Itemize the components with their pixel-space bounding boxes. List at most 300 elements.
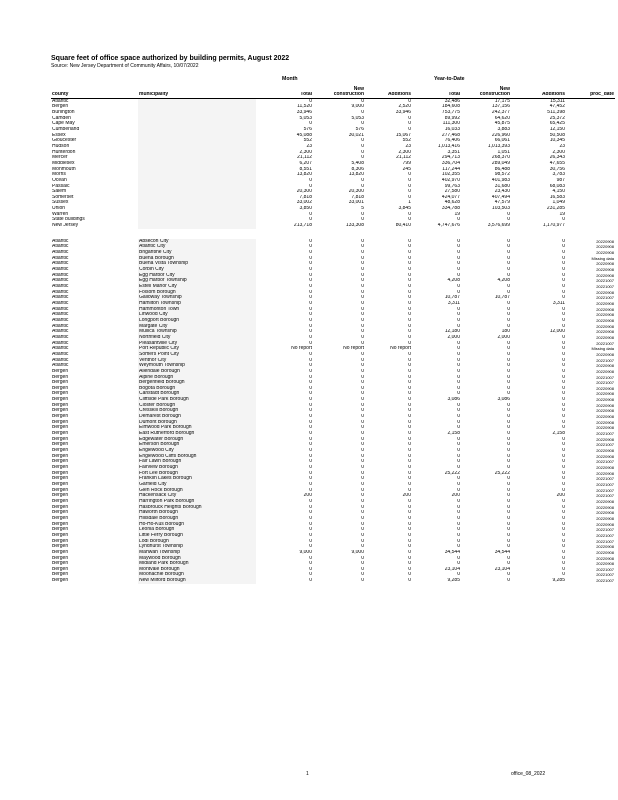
cell-month-additions: 0 [408, 544, 411, 550]
cell-month-additions: 0 [408, 244, 411, 250]
cell-municipality: Fair Lawn Borough [138, 459, 256, 465]
cell-ytd-new: 0 [507, 391, 510, 397]
cell-proc-date: 20220908 [596, 267, 614, 273]
cell-month-new: 0 [361, 255, 364, 261]
cell-county: Bergen [52, 532, 69, 538]
cell-municipality: Alpine Borough [138, 375, 256, 381]
cell-ytd-new: 0 [507, 351, 510, 357]
cell-proc-date: 20220908 [596, 244, 614, 250]
cell-municipality: Mullica Township [138, 329, 256, 335]
cell-month-additions: 0 [408, 510, 411, 516]
cell-month-total: 0 [309, 250, 312, 256]
cell-municipality: Montvale Borough [138, 567, 256, 573]
cell-month-additions: 0 [408, 448, 411, 454]
cell-ytd-new: 0 [507, 431, 510, 437]
cell-month-total: 0 [309, 177, 312, 183]
cell-county: Bergen [52, 453, 69, 459]
cell-month-new: 0 [361, 317, 364, 323]
header-county: county [51, 92, 138, 98]
cell-municipality: Englewood City [138, 448, 256, 454]
cell-ytd-total: 4,747,676 [437, 223, 460, 229]
cell-county: Bergen [52, 442, 69, 448]
cell-month-total: 0 [309, 312, 312, 318]
cell-ytd-total: 32,486 [444, 98, 460, 104]
cell-month-total: 0 [309, 527, 312, 533]
cell-ytd-new: 268,370 [491, 155, 510, 161]
cell-month-total: 0 [309, 255, 312, 261]
cell-month-total: 0 [309, 504, 312, 510]
cell-county: Sussex [52, 200, 69, 206]
cell-ytd-total: 27,580 [444, 189, 460, 195]
cell-county: Cumberland [52, 126, 80, 132]
cell-ytd-total: 2,158 [447, 431, 460, 437]
cell-month-total: 2,300 [299, 149, 312, 155]
cell-month-new: 576 [355, 126, 364, 132]
cell-county: Bergen [52, 391, 69, 397]
cell-ytd-total: 3,086 [447, 397, 460, 403]
cell-county: Atlantic [52, 267, 69, 273]
cell-proc-date: 20220908 [596, 419, 614, 425]
cell-ytd-additions: 0 [562, 357, 565, 363]
cell-municipality: Bogota Borough [138, 386, 256, 392]
cell-ytd-total: 117,244 [442, 166, 460, 172]
cell-municipality: Dumont Borough [138, 420, 256, 426]
cell-ytd-new: 0 [507, 476, 510, 482]
report-title: Square feet of office space authorized by building permits, August 2022 [51, 55, 290, 62]
cell-ytd-additions: 0 [562, 498, 565, 504]
cell-month-total: 13,820 [296, 172, 312, 178]
cell-month-additions: 80,410 [395, 223, 411, 229]
cell-county: Monmouth [52, 166, 76, 172]
cell-county: New Jersey [52, 223, 79, 229]
cell-month-new: 0 [361, 419, 364, 425]
cell-ytd-new: 226,960 [491, 132, 510, 138]
cell-month-new: 0 [361, 515, 364, 521]
cell-proc-date: 20220908 [596, 300, 614, 306]
cell-proc-date: 20220908 [596, 498, 614, 504]
cell-month-additions: 0 [408, 425, 411, 431]
cell-ytd-total: 19 [454, 211, 460, 217]
cell-county: Atlantic [52, 278, 69, 284]
cell-ytd-additions: 19 [559, 211, 565, 217]
cell-month-total: 0 [309, 402, 312, 408]
cell-ytd-total: 336,704 [441, 160, 460, 166]
cell-proc-date: 20220908 [596, 515, 614, 521]
cell-county: Atlantic [52, 255, 69, 261]
cell-county: Bergen [52, 527, 69, 533]
cell-month-total: 0 [309, 448, 312, 454]
cell-ytd-new: 242,377 [491, 109, 510, 115]
cell-month-total: 0 [309, 465, 312, 470]
cell-ytd-total: 0 [457, 374, 460, 380]
cell-month-additions: 0 [408, 334, 411, 340]
cell-month-additions: 0 [408, 261, 411, 267]
cell-month-new: 0 [361, 98, 364, 104]
cell-ytd-total: 102,355 [441, 172, 460, 178]
cell-proc-date: 20220908 [596, 555, 614, 561]
cell-municipality: Midland Park Borough [138, 561, 256, 567]
cell-ytd-new: 86,488 [494, 166, 510, 172]
cell-month-new: 0 [361, 504, 364, 510]
cell-county: Bergen [52, 493, 69, 499]
cell-month-additions: 0 [408, 481, 411, 487]
cell-month-additions: 0 [408, 272, 411, 278]
cell-month-new: 0 [361, 453, 364, 459]
cell-ytd-additions: 0 [562, 414, 565, 420]
cell-month-additions: 0 [408, 284, 411, 289]
cell-month-additions: 2,300 [398, 149, 411, 155]
cell-ytd-new: 0 [507, 414, 510, 420]
group-ytd-label: Year-to-Date [434, 76, 465, 82]
cell-ytd-additions: 0 [562, 244, 565, 250]
cell-month-total: 0 [309, 272, 312, 278]
cell-proc-date: 20221007 [596, 538, 614, 544]
cell-municipality: Edgewater Borough [138, 437, 256, 443]
cell-month-additions: 0 [408, 357, 411, 363]
cell-municipality: Lodi Borough [138, 539, 256, 545]
cell-month-total: 0 [309, 329, 312, 335]
cell-month-additions: 0 [408, 250, 411, 256]
cell-month-total: 11,520 [297, 104, 312, 110]
cell-ytd-additions: 1,170,977 [542, 223, 565, 229]
cell-ytd-new: 17,175 [494, 98, 510, 104]
cell-ytd-new: 0 [507, 555, 510, 561]
cell-ytd-total: 89,992 [444, 115, 460, 121]
cell-county: Bergen [52, 504, 69, 510]
header-month-total: Total [256, 92, 313, 98]
cell-month-new: 0 [361, 351, 364, 357]
cell-month-additions: 552 [402, 138, 411, 144]
cell-month-new: 0 [361, 498, 364, 504]
report-source: Source: New Jersey Department of Community Affairs, 10/07/2022 [51, 63, 199, 69]
cell-ytd-total: 0 [457, 572, 460, 578]
cell-ytd-new: 3,883 [497, 126, 510, 132]
cell-month-total: 0 [309, 284, 312, 289]
cell-month-additions: 0 [408, 566, 411, 572]
header-month-additions: Additions [365, 92, 412, 98]
cell-month-additions: 0 [408, 306, 411, 312]
cell-ytd-new: 0 [507, 244, 510, 250]
cell-month-additions: 0 [408, 397, 411, 403]
cell-ytd-new: 0 [507, 402, 510, 408]
cell-county: Atlantic [52, 346, 69, 352]
cell-month-additions: 0 [408, 521, 411, 527]
cell-ytd-additions: 0 [562, 572, 565, 578]
cell-county: Atlantic [52, 295, 69, 301]
cell-municipality: Carlstadt Borough [138, 391, 256, 397]
cell-month-total: 20,300 [296, 189, 312, 195]
cell-ytd-new: 25,222 [494, 470, 510, 476]
cell-month-total: 0 [309, 289, 312, 295]
cell-municipality: Buena Borough [138, 256, 256, 262]
cell-month-new: 0 [361, 476, 364, 482]
cell-proc-date: 20221007 [596, 374, 614, 380]
cell-ytd-additions: 0 [562, 549, 565, 555]
cell-ytd-total: 99,763 [444, 183, 460, 189]
cell-county: Cape May [52, 121, 75, 127]
cell-municipality: Estell Manor City [138, 284, 256, 290]
cell-ytd-new: 0 [507, 498, 510, 504]
cell-proc-date: 20220908 [596, 250, 614, 256]
cell-ytd-additions: 200 [556, 493, 565, 499]
cell-ytd-new: 34,544 [494, 549, 510, 555]
cell-month-additions: 0 [408, 177, 411, 183]
cell-month-additions: 0 [408, 504, 411, 510]
cell-month-total: 0 [309, 183, 312, 189]
cell-month-additions: 0 [408, 431, 411, 437]
cell-month-new: 0 [361, 425, 364, 431]
cell-ytd-new: 0 [507, 515, 510, 521]
cell-municipality: Elmwood Park Borough [138, 425, 256, 431]
cell-county: Bergen [52, 487, 69, 493]
cell-municipality: Mahwah Township [138, 550, 256, 556]
cell-municipality: Corbin City [138, 267, 256, 273]
cell-month-total: 0 [309, 267, 312, 273]
cell-ytd-additions: 0 [562, 306, 565, 312]
cell-month-new: 13,820 [348, 172, 364, 178]
cell-ytd-total: 0 [457, 380, 460, 386]
cell-ytd-additions: 511,398 [547, 109, 565, 115]
cell-ytd-additions: 0 [562, 566, 565, 572]
cell-county: Gloucester [52, 138, 77, 144]
cell-ytd-new: 0 [507, 465, 510, 470]
cell-ytd-new: 0 [507, 527, 510, 533]
cell-ytd-new: 0 [507, 317, 510, 323]
cell-month-total: 0 [309, 278, 312, 284]
cell-month-total: 0 [309, 385, 312, 391]
cell-ytd-new: 66,061 [494, 138, 510, 144]
cell-month-new: 0 [361, 578, 364, 584]
cell-month-total: 0 [309, 238, 312, 244]
cell-ytd-total: 0 [457, 267, 460, 273]
cell-ytd-total: 0 [457, 419, 460, 425]
cell-ytd-additions: 2,300 [552, 149, 565, 155]
cell-county: Bergen [52, 402, 69, 408]
cell-ytd-total: 34,544 [444, 549, 460, 555]
cell-ytd-new: 0 [507, 211, 510, 217]
cell-ytd-total: 25,222 [444, 470, 460, 476]
cell-ytd-new: 1,013,393 [487, 143, 510, 149]
cell-ytd-new: 0 [507, 442, 510, 448]
cell-ytd-additions: 0 [562, 521, 565, 527]
cell-month-total: 0 [309, 374, 312, 380]
cell-month-additions: 0 [408, 312, 411, 318]
cell-month-additions: 0 [408, 267, 411, 273]
cell-county: Atlantic [52, 329, 69, 335]
cell-month-new: 7,818 [351, 194, 364, 200]
cell-municipality: Egg Harbor Township [138, 278, 256, 284]
cell-proc-date: 20220908 [596, 368, 614, 374]
cell-proc-date: Missing data [591, 346, 614, 352]
cell-ytd-additions: 0 [562, 391, 565, 397]
header-ytd-additions: Additions [511, 92, 566, 98]
cell-municipality: New Milford Borough [138, 578, 256, 584]
cell-month-additions: 33,946 [395, 109, 411, 115]
cell-month-additions: 0 [408, 238, 411, 244]
cell-month-new: 0 [361, 183, 364, 189]
cell-ytd-additions: 12,150 [549, 126, 565, 132]
cell-proc-date: 20221007 [596, 572, 614, 578]
cell-proc-date: 20221007 [596, 284, 614, 289]
cell-proc-date: 20220908 [596, 363, 614, 369]
cell-month-new: 0 [361, 289, 364, 295]
cell-ytd-new: 0 [507, 357, 510, 363]
cell-ytd-new: 0 [507, 340, 510, 346]
cell-month-new: 0 [361, 521, 364, 527]
header-proc-date: proc_date [566, 92, 615, 98]
cell-municipality: Hammonton Town [138, 307, 256, 313]
cell-ytd-new: 0 [507, 453, 510, 459]
cell-ytd-additions: 0 [562, 470, 565, 476]
cell-county: Bergen [52, 578, 69, 584]
cell-month-new: 0 [361, 397, 364, 403]
cell-municipality: Galloway Township [138, 295, 256, 301]
cell-municipality: Maywood Borough [138, 556, 256, 562]
cell-month-additions: 0 [408, 470, 411, 476]
cell-county: Atlantic [52, 340, 69, 346]
cell-month-total: 0 [309, 538, 312, 544]
cell-municipality: Ho-Ho-Kus Borough [138, 522, 256, 528]
cell-ytd-new: 0 [507, 578, 510, 584]
cell-ytd-total: 0 [457, 538, 460, 544]
cell-ytd-additions: 47,452 [549, 104, 565, 110]
cell-month-new: 0 [361, 300, 364, 306]
cell-month-additions: 0 [408, 561, 411, 567]
cell-month-total: 213,718 [293, 223, 312, 229]
cell-proc-date: 20221007 [596, 295, 614, 301]
cell-municipality: Little Ferry Borough [138, 533, 256, 539]
cell-ytd-additions: 0 [562, 561, 565, 567]
cell-ytd-new: 0 [507, 487, 510, 493]
cell-proc-date: 20220908 [596, 351, 614, 357]
cell-ytd-total: 111,300 [442, 121, 460, 127]
cell-month-additions: 0 [408, 295, 411, 301]
cell-ytd-additions: 0 [562, 402, 565, 408]
cell-month-total: 0 [309, 481, 312, 487]
cell-county: Bergen [52, 566, 69, 572]
cell-month-total: 9,000 [299, 549, 312, 555]
header-month-new: construction [313, 92, 365, 98]
cell-ytd-additions: 0 [562, 436, 565, 442]
cell-ytd-total: 184,608 [441, 104, 460, 110]
cell-month-additions: 0 [408, 217, 411, 223]
cell-month-total: 0 [309, 121, 312, 127]
cell-ytd-total: 2,000 [447, 334, 460, 340]
cell-month-additions: 0 [408, 189, 411, 195]
cell-ytd-new: 64,620 [494, 115, 510, 121]
cell-county: Bergen [52, 561, 69, 567]
cell-ytd-additions: 0 [562, 238, 565, 244]
cell-month-total: 0 [309, 544, 312, 550]
cell-ytd-additions: 0 [562, 323, 565, 329]
cell-ytd-additions: 26,343 [549, 155, 565, 161]
cell-month-total: 0 [309, 408, 312, 414]
cell-month-new: 0 [361, 284, 364, 289]
cell-month-total: 8,551 [299, 166, 312, 172]
cell-county: Atlantic [52, 357, 69, 363]
cell-ytd-total: 0 [457, 289, 460, 295]
cell-ytd-total: 23,104 [444, 566, 460, 572]
cell-month-total: 0 [309, 98, 312, 104]
cell-ytd-additions: 16,583 [549, 194, 565, 200]
cell-ytd-total: 294,713 [441, 155, 460, 161]
cell-county: Atlantic [52, 351, 69, 357]
cell-municipality: Port Republic City [138, 346, 256, 352]
cell-county: Atlantic [52, 284, 69, 289]
cell-month-total: 0 [309, 515, 312, 521]
cell-municipality: Demarest Borough [138, 414, 256, 420]
cell-proc-date: 20220908 [596, 385, 614, 391]
cell-county: Bergen [52, 419, 69, 425]
cell-ytd-additions: 0 [562, 448, 565, 454]
cell-county: Union [52, 206, 66, 212]
cell-ytd-new: 31,680 [494, 183, 510, 189]
cell-ytd-additions: 0 [562, 487, 565, 493]
cell-month-new: 0 [361, 538, 364, 544]
cell-proc-date: 20221007 [596, 278, 614, 284]
cell-ytd-total: 0 [457, 402, 460, 408]
cell-ytd-total: 402,970 [441, 177, 460, 183]
cell-month-new: 0 [361, 244, 364, 250]
cell-month-new: 0 [361, 431, 364, 437]
cell-month-total: 0 [309, 211, 312, 217]
cell-county: Hunterdon [52, 149, 76, 155]
cell-municipality: Atlantic City [138, 244, 256, 250]
cell-month-additions: 0 [408, 385, 411, 391]
cell-ytd-additions: 0 [562, 261, 565, 267]
cell-county: Camden [52, 115, 71, 121]
cell-month-additions: 0 [408, 515, 411, 521]
cell-month-additions: 245 [402, 166, 411, 172]
cell-county: Bergen [52, 470, 69, 476]
cell-month-new: 0 [361, 448, 364, 454]
cell-ytd-total: 0 [457, 346, 460, 352]
cell-municipality: Hackensack City [138, 493, 256, 499]
cell-month-additions: 0 [408, 465, 411, 470]
cell-month-additions: 0 [408, 211, 411, 217]
cell-ytd-additions: 0 [562, 481, 565, 487]
cell-municipality: Leonia Borough [138, 527, 256, 533]
cell-ytd-total: 334,788 [441, 206, 460, 212]
cell-county: Somerset [52, 194, 74, 200]
cell-county: Bergen [52, 385, 69, 391]
cell-municipality: Buena Vista Township [138, 261, 256, 267]
cell-month-new: 0 [361, 177, 364, 183]
cell-municipality: Garfield City [138, 482, 256, 488]
cell-month-new: 0 [361, 436, 364, 442]
cell-ytd-new: 23,104 [494, 566, 510, 572]
cell-municipality: Fort Lee Borough [138, 471, 256, 477]
cell-ytd-additions: 0 [562, 532, 565, 538]
cell-proc-date: 20220908 [596, 465, 614, 470]
cell-month-total: 0 [309, 261, 312, 267]
cell-municipality: Absecon City [138, 239, 256, 245]
cell-proc-date: 20220908 [596, 261, 614, 267]
cell-proc-date: 20221007 [596, 476, 614, 482]
cell-county: Atlantic [52, 238, 69, 244]
cell-ytd-additions: 0 [562, 346, 565, 352]
cell-county: Bergen [52, 436, 69, 442]
cell-month-additions: 3,845 [398, 206, 411, 212]
cell-county: Bergen [52, 538, 69, 544]
cell-month-additions: 0 [408, 578, 411, 584]
cell-ytd-additions: 987 [556, 177, 565, 183]
cell-ytd-total: 0 [457, 442, 460, 448]
cell-ytd-total: 0 [457, 448, 460, 454]
cell-proc-date: 20220908 [596, 289, 614, 295]
cell-month-total: 0 [309, 368, 312, 374]
cell-ytd-total: 277,468 [441, 132, 460, 138]
